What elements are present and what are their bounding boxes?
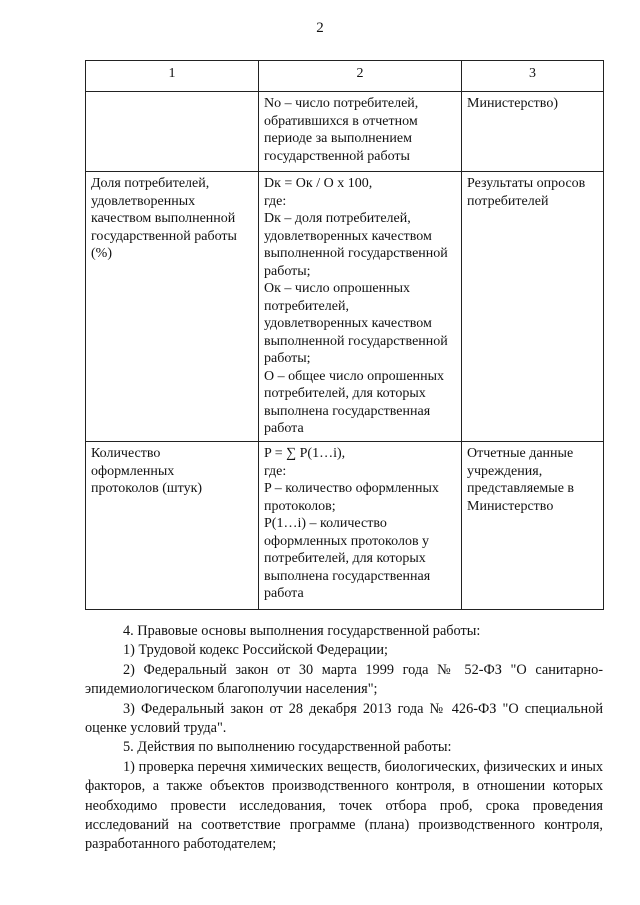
- paragraph: 5. Действия по выполнению государственной работы:: [123, 739, 452, 756]
- cell-line: O – общее число опрошенных: [264, 368, 445, 384]
- page-number: 2: [316, 20, 324, 36]
- document-body: [85, 622, 603, 855]
- cell-line: где:: [264, 463, 287, 479]
- paragraph: 1) Трудовой кодекс Российской Федерации;: [123, 642, 388, 659]
- cell-line: работа: [264, 586, 304, 601]
- table-header-cell: 3: [462, 61, 604, 92]
- cell-line: протоколов;: [264, 498, 336, 514]
- cell-line: Отчетные данные: [467, 446, 574, 461]
- cell-line: Dк = Oк / O x 100,: [264, 176, 373, 191]
- cell-line: выполнена государственная: [264, 403, 431, 419]
- table-row: [86, 442, 604, 610]
- cell-line: работы;: [264, 351, 311, 366]
- paragraph: 3) Федеральный закон от 28 декабря 2013 года № 426-ФЗ "О специальной оценке условий труда".: [85, 700, 603, 737]
- cell-line: удовлетворенных: [91, 193, 196, 209]
- cell-line: No – число потребителей,: [264, 96, 419, 111]
- cell-line: работы;: [264, 263, 311, 279]
- cell-line: Министерство: [467, 498, 554, 514]
- table-cell-formula: [259, 442, 462, 610]
- cell-line: потребителей, для которых: [264, 551, 426, 566]
- cell-line: государственной работы: [91, 228, 237, 244]
- table-cell-indicator: [86, 172, 259, 442]
- cell-line: государственной работы: [264, 148, 410, 164]
- table-cell-indicator: [86, 442, 259, 610]
- cell-line: работа: [264, 421, 304, 436]
- cell-line: Oк – число опрошенных: [264, 281, 411, 296]
- cell-line: выполненной государственной: [264, 246, 448, 261]
- table-cell-source: [462, 442, 604, 610]
- cell-line: Результаты опросов: [467, 176, 586, 191]
- cell-line: Доля потребителей,: [91, 176, 210, 191]
- cell-line: оформленных протоколов у: [264, 533, 430, 549]
- cell-line: потребителей,: [264, 298, 349, 314]
- cell-line: удовлетворенных качеством: [264, 228, 432, 244]
- cell-line: обратившихся в отчетном: [264, 113, 418, 129]
- table-cell-indicator: [86, 92, 259, 172]
- paragraph: 4. Правовые основы выполнения государственной работы:: [123, 623, 481, 639]
- cell-line: учреждения,: [467, 463, 543, 479]
- cell-line: периоде за выполнением: [264, 131, 412, 146]
- cell-line: Количество: [91, 446, 161, 461]
- cell-line: качеством выполненной: [91, 211, 236, 226]
- cell-line: где:: [264, 193, 287, 209]
- cell-line: потребителей: [467, 193, 549, 209]
- table-header-cell: 2: [259, 61, 462, 92]
- cell-line: оформленных: [91, 463, 175, 479]
- cell-line: P = ∑ P(1…i),: [264, 446, 346, 461]
- cell-line: выполнена государственная: [264, 568, 431, 584]
- table-row: [86, 92, 604, 172]
- table-cell-formula: [259, 172, 462, 442]
- indicator-table: [85, 60, 604, 610]
- cell-line: потребителей, для которых: [264, 386, 426, 401]
- cell-line: P – количество оформленных: [264, 481, 439, 496]
- table-header-row: [86, 61, 604, 92]
- cell-line: выполненной государственной: [264, 333, 448, 349]
- table-row: [86, 172, 604, 442]
- cell-line: удовлетворенных качеством: [264, 316, 432, 331]
- cell-line: представляемые в: [467, 481, 575, 496]
- paragraph: 1) проверка перечня химических веществ, биологических, физических и иных факторов, а также объектов производственного контроля, в отношении которых необходимо провести исследования, точек отбора проб, срока проведения исследований на соответствие программе (плана) производственного контроля, разработанного работодателем;: [85, 758, 603, 853]
- cell-line: (%): [91, 246, 112, 261]
- table-cell-source: [462, 172, 604, 442]
- cell-line: Министерство): [467, 96, 558, 111]
- cell-line: Dк – доля потребителей,: [264, 211, 411, 226]
- cell-line: P(1…i) – количество: [264, 516, 387, 531]
- table-cell-formula: [259, 92, 462, 172]
- cell-line: протоколов (штук): [91, 481, 203, 496]
- table-cell-source: [462, 92, 604, 172]
- paragraph: 2) Федеральный закон от 30 марта 1999 года № 52-ФЗ "О санитарно-эпидемиологическом благополучии населения";: [85, 661, 603, 698]
- table-header-cell: 1: [86, 61, 259, 92]
